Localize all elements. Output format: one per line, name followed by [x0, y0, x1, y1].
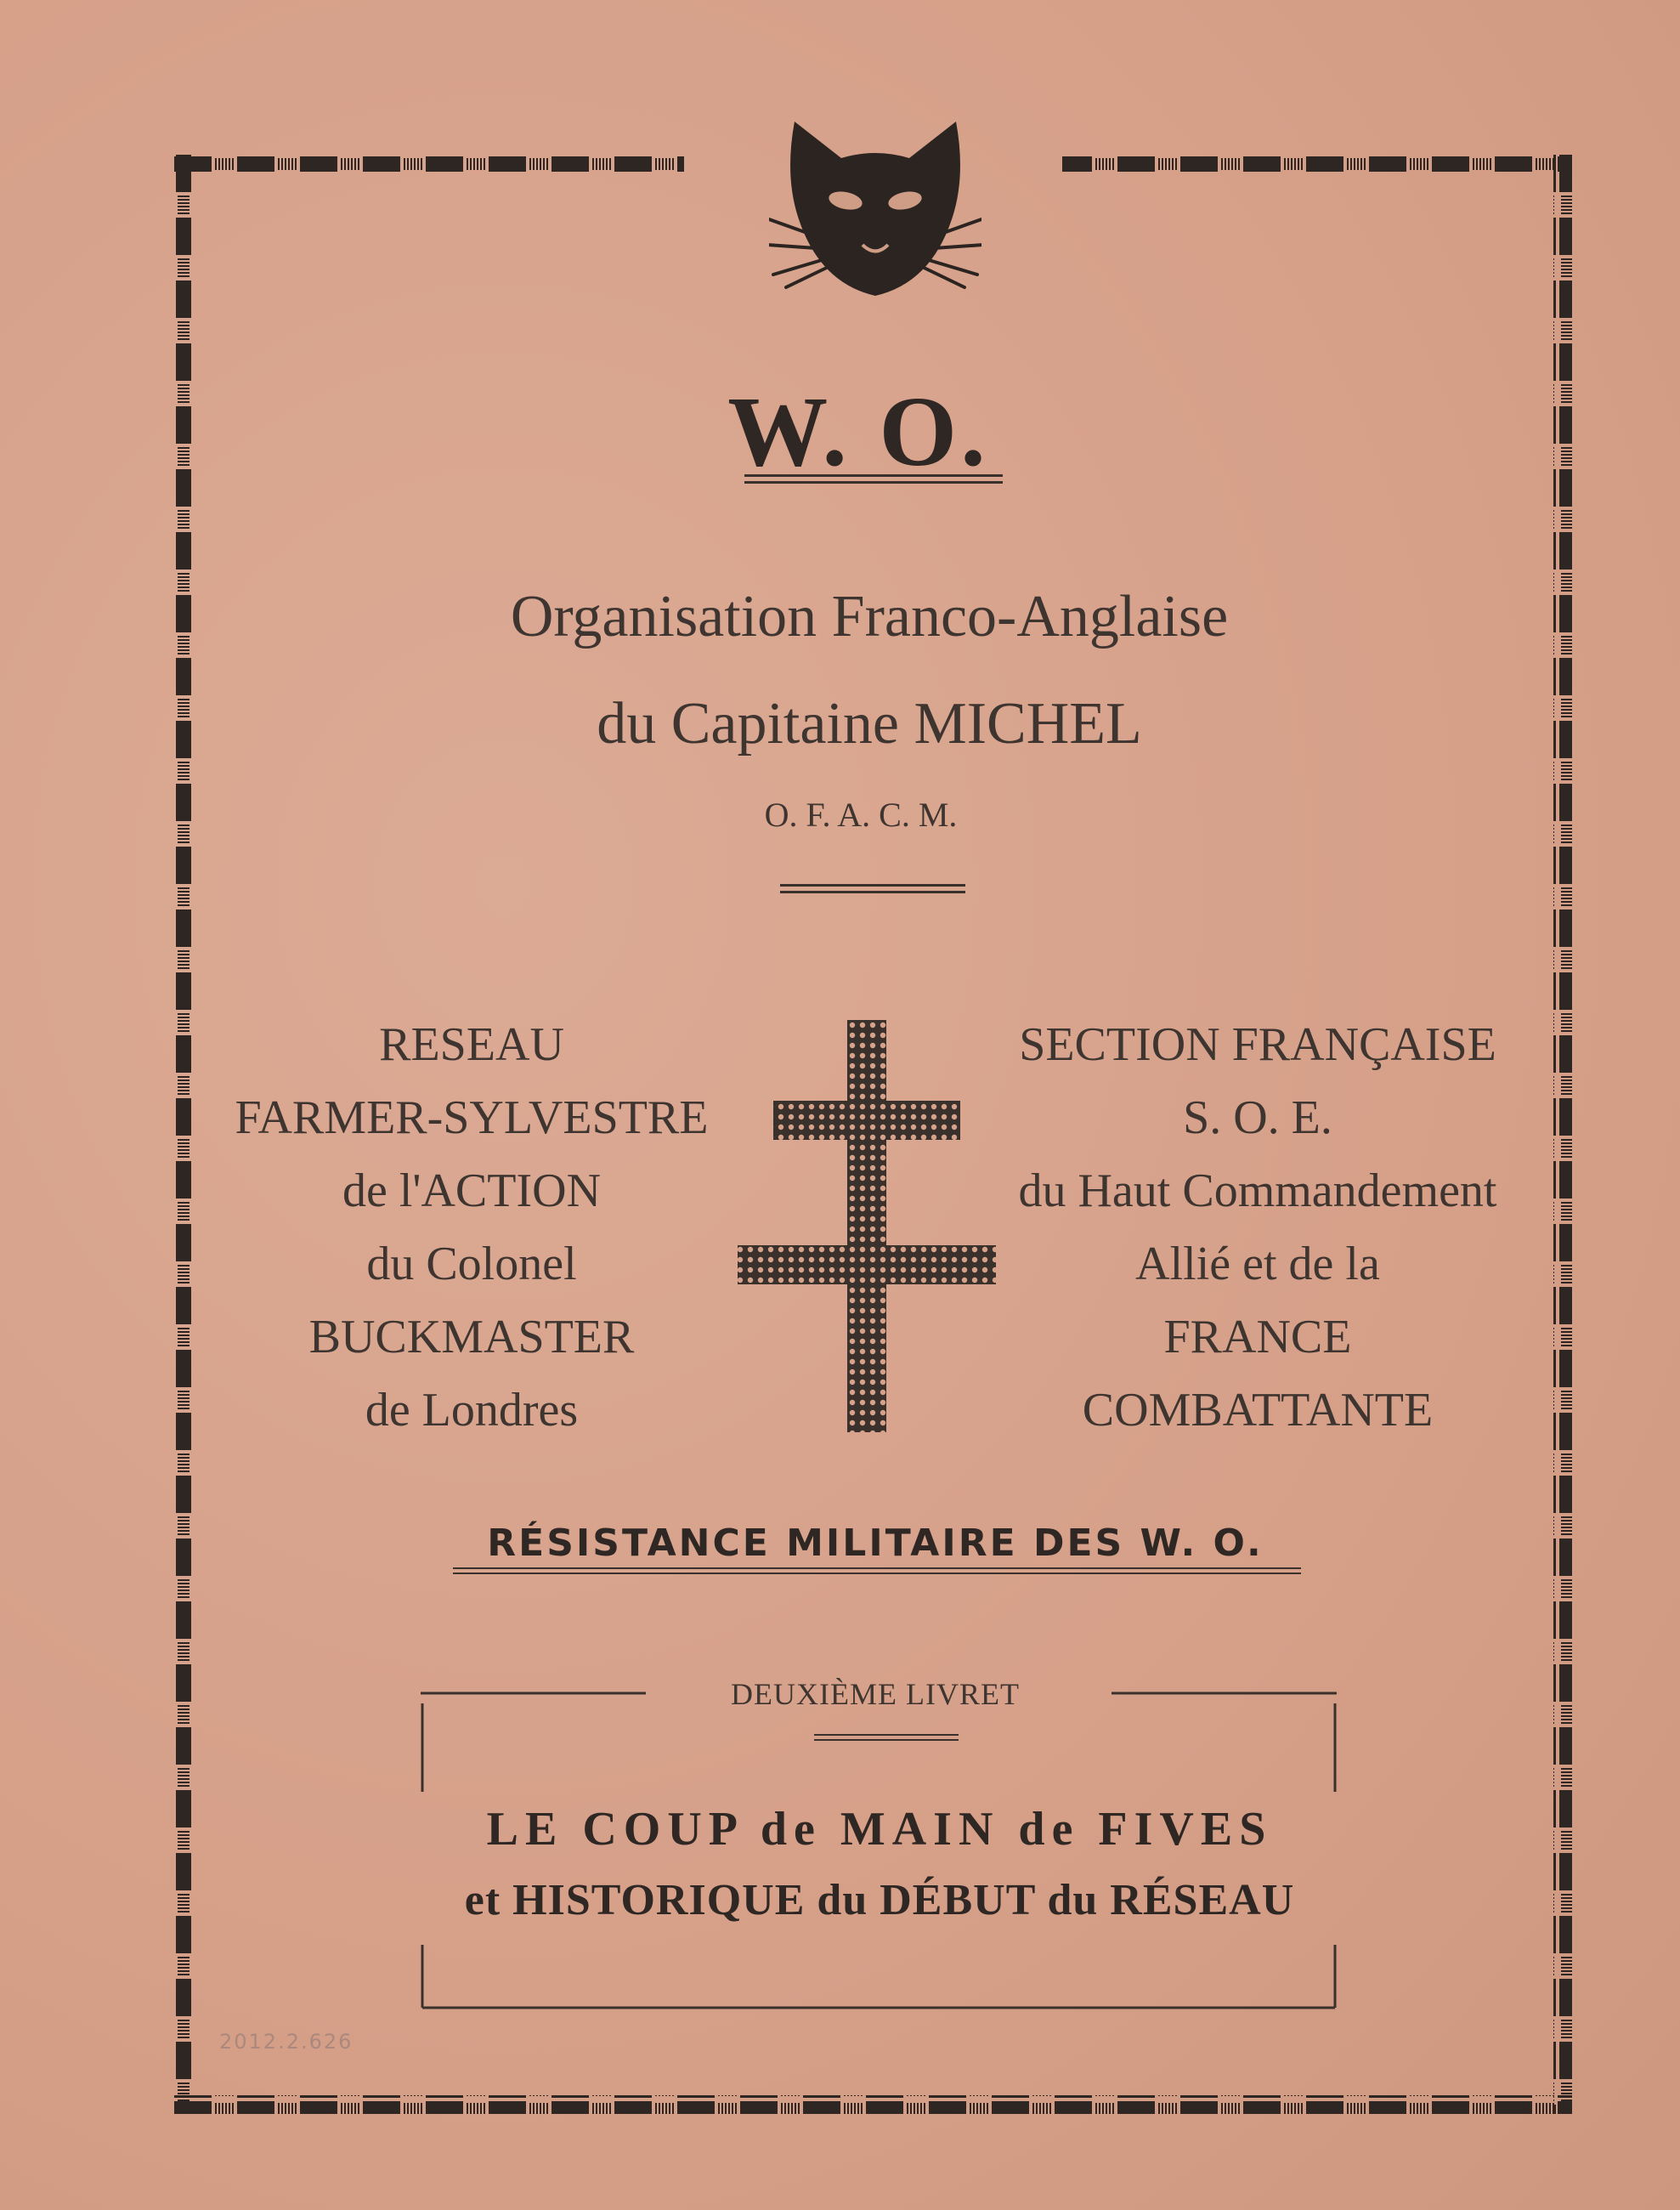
left-line: de l'ACTION — [342, 1164, 602, 1217]
page-title: W. O. — [727, 376, 989, 487]
acronym-divider — [780, 884, 965, 893]
org-name-line2: du Capitaine MICHEL — [597, 691, 1142, 756]
cross-of-lorraine-icon — [735, 1020, 998, 1432]
booklet-title-line2: et HISTORIQUE du DÉBUT du RÉSEAU — [464, 1876, 1295, 1924]
right-line: du Haut Commandement — [1018, 1164, 1497, 1217]
left-line: de Londres — [365, 1384, 579, 1436]
left-column — [208, 1008, 735, 1447]
left-line: RESEAU — [379, 1018, 564, 1071]
booklet-label-divider — [814, 1734, 959, 1741]
left-line: du Colonel — [366, 1238, 577, 1290]
booklet-label: DEUXIÈME LIVRET — [731, 1677, 1020, 1711]
resistance-heading: RÉSISTANCE MILITAIRE DES W. O. — [487, 1522, 1264, 1565]
right-line: FRANCE — [1163, 1311, 1352, 1363]
archive-mark: 2012.2.626 — [219, 2030, 354, 2054]
org-acronym: O. F. A. C. M. — [764, 796, 958, 834]
right-line: Allié et de la — [1135, 1238, 1380, 1290]
right-line: COMBATTANTE — [1082, 1384, 1434, 1436]
title-underline — [744, 474, 1003, 484]
resistance-underline — [453, 1567, 1301, 1574]
cat-head-icon — [769, 117, 981, 300]
right-column — [994, 1008, 1521, 1447]
org-name-line1: Organisation Franco-Anglaise — [510, 584, 1229, 649]
left-line: FARMER-SYLVESTRE — [235, 1091, 709, 1144]
right-line: SECTION FRANÇAISE — [1019, 1018, 1496, 1071]
right-line: S. O. E. — [1183, 1091, 1332, 1144]
left-line: BUCKMASTER — [308, 1311, 635, 1363]
booklet-title-line1: LE COUP de MAIN de FIVES — [486, 1803, 1273, 1856]
